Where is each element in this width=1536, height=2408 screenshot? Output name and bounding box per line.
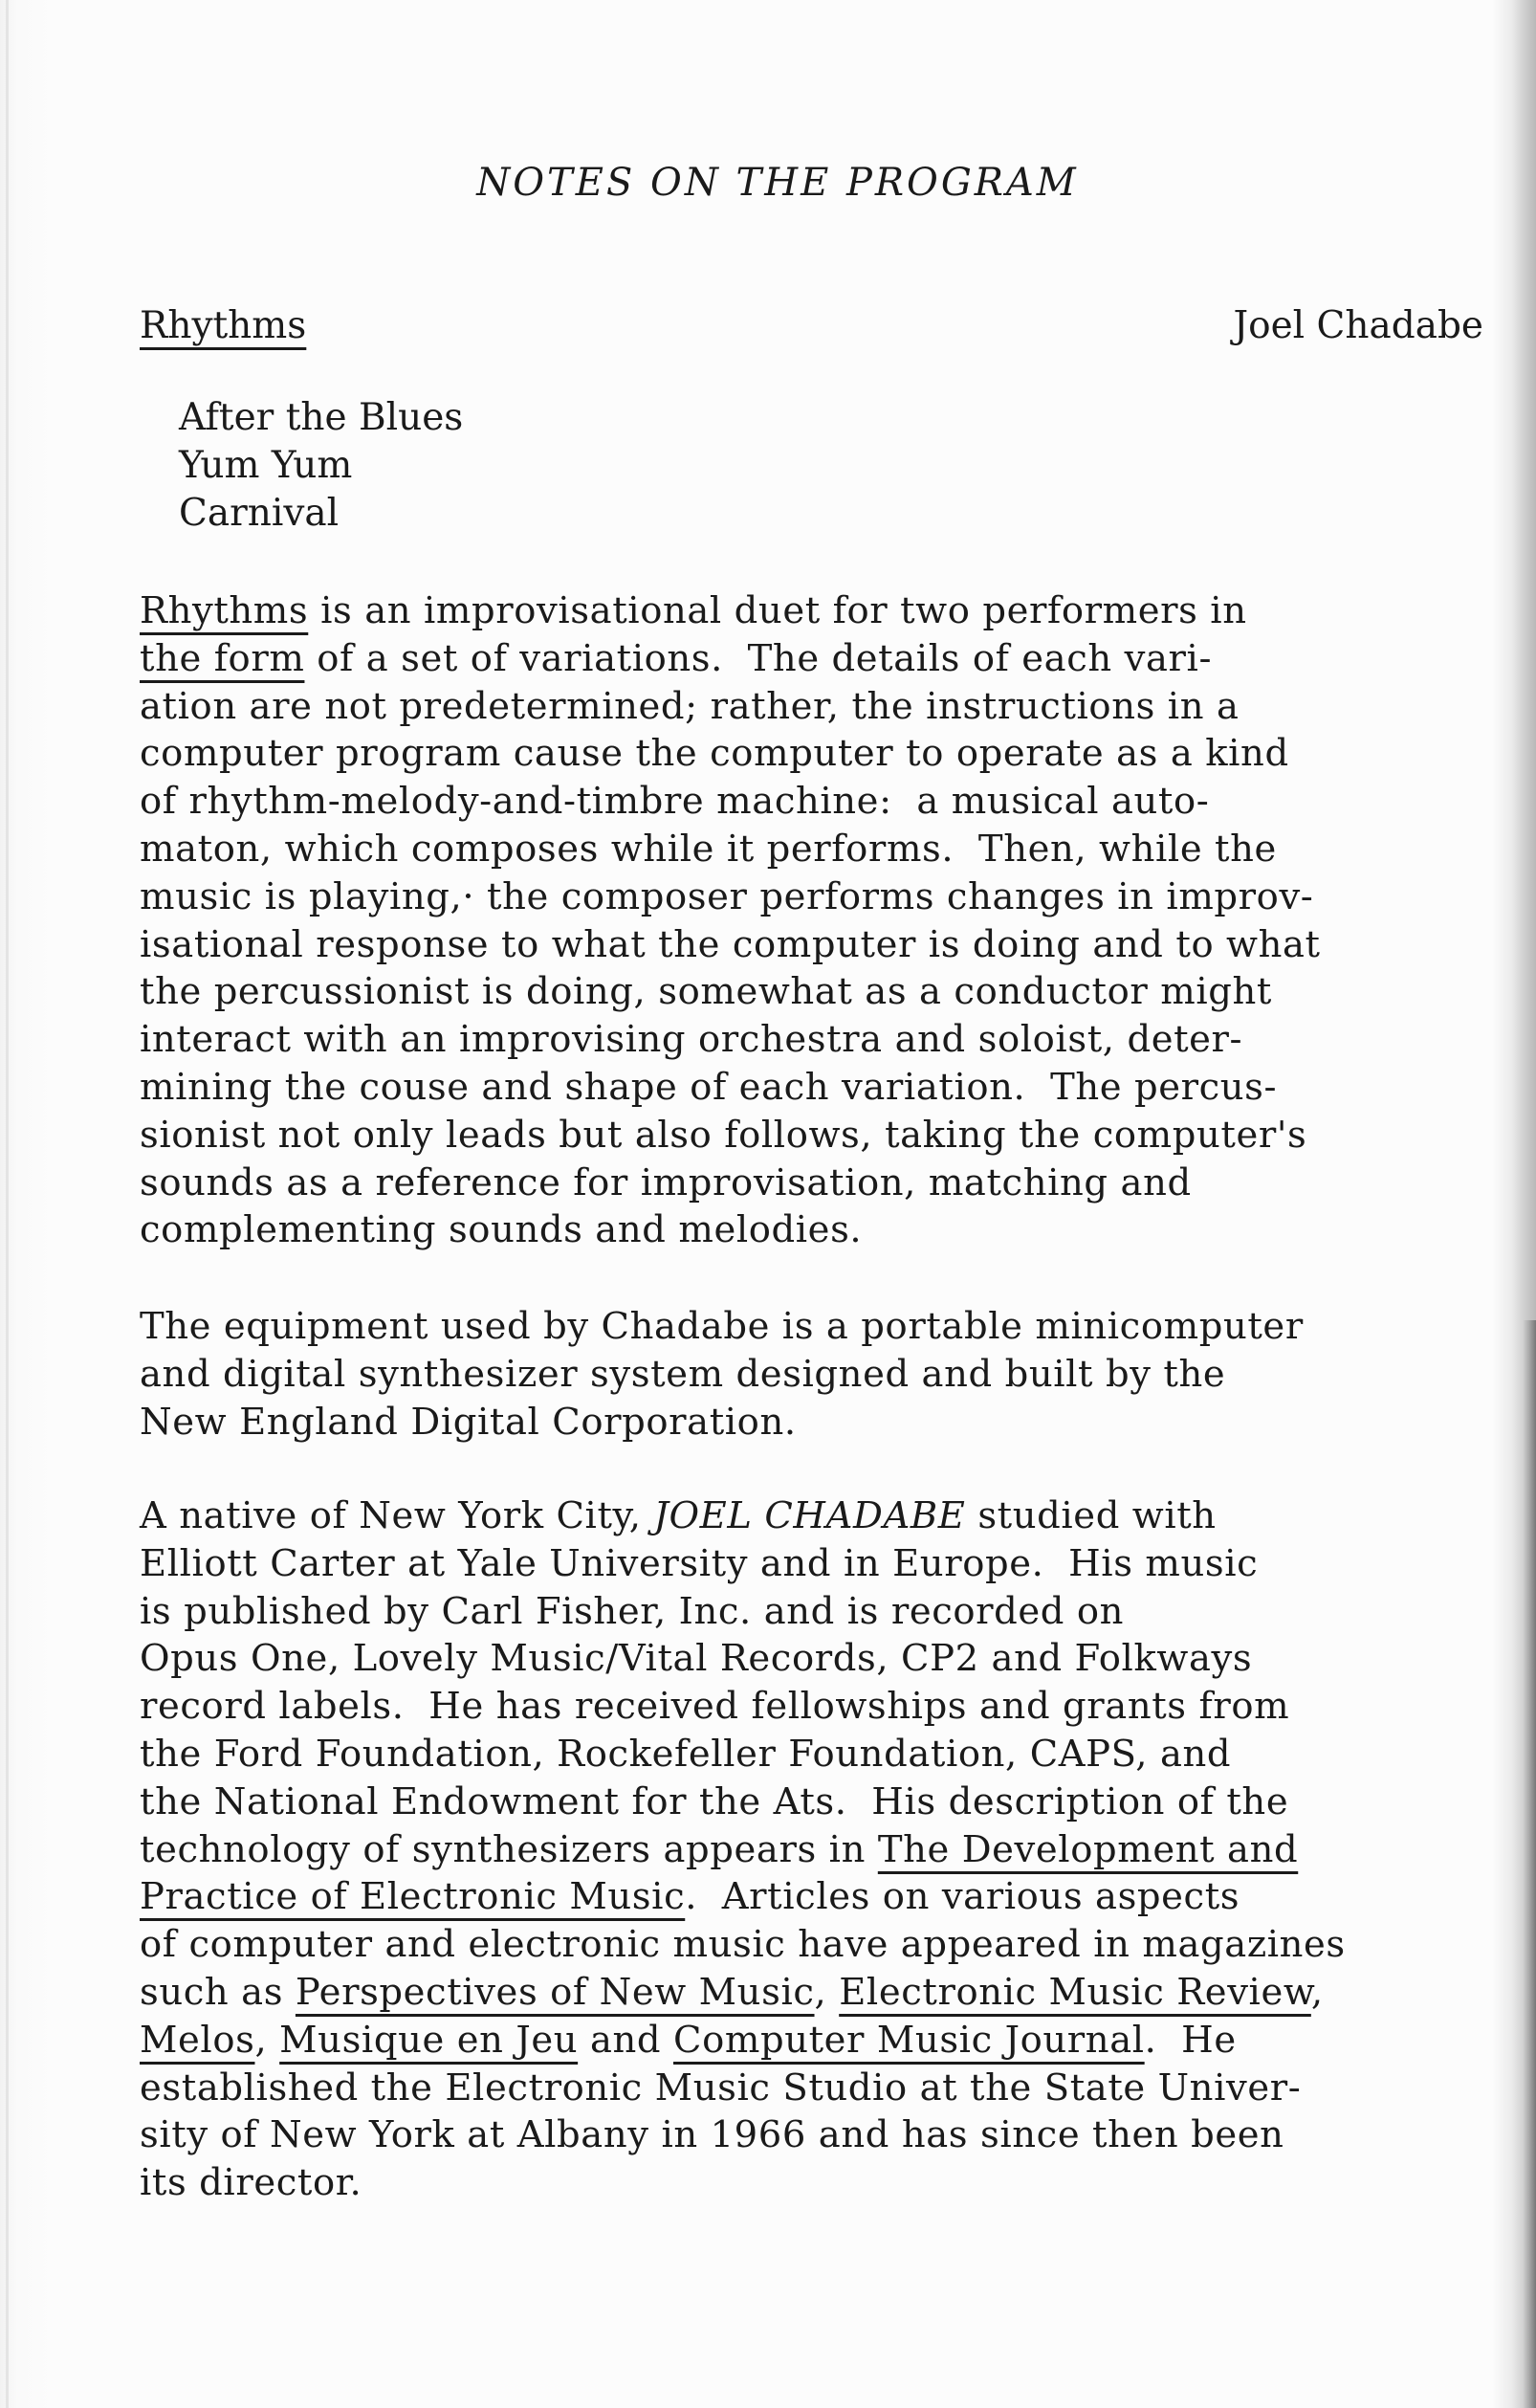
text-line bbox=[140, 1351, 1536, 1399]
text-line bbox=[140, 2111, 1536, 2159]
text-segment: interact with an improvising orchestra and soloist, deter- bbox=[140, 1018, 1243, 1062]
text-segment: and digital synthesizer system designed and built by the bbox=[140, 1352, 1226, 1396]
text-segment: Elliott Carter at Yale University and in Europe. His music bbox=[140, 1541, 1259, 1585]
text-segment: The equipment used by Chadabe is a portable minicomputer bbox=[140, 1305, 1304, 1348]
text-line bbox=[140, 1683, 1536, 1731]
paragraph-description bbox=[140, 587, 1536, 1254]
text-segment: Opus One, Lovely Music/Vital Records, CP2 and Folkways bbox=[140, 1637, 1253, 1681]
text-segment: and bbox=[578, 2018, 674, 2062]
text-segment: such as bbox=[140, 1970, 296, 2014]
composer-name: Joel Chadabe bbox=[1233, 304, 1483, 347]
underlined-title: The Development and bbox=[877, 1827, 1299, 1871]
text-line bbox=[140, 1635, 1536, 1683]
text-line bbox=[140, 2159, 1536, 2207]
text-line bbox=[140, 1778, 1536, 1826]
underlined-title: Melos bbox=[140, 2018, 255, 2062]
text-line bbox=[140, 1492, 1536, 1540]
text-segment: of rhythm-melody-and-timbre machine: a musical auto- bbox=[140, 780, 1210, 824]
text-segment: is published by Carl Fisher, Inc. and is recorded on bbox=[140, 1589, 1125, 1633]
text-line bbox=[140, 1921, 1536, 1969]
text-segment: . He bbox=[1144, 2018, 1237, 2062]
text-line bbox=[140, 2065, 1536, 2112]
text-segment: maton, which composes while it performs. Then, while the bbox=[140, 827, 1277, 871]
text-line bbox=[140, 778, 1536, 826]
text-segment: complementing sounds and melodies. bbox=[140, 1208, 863, 1252]
text-segment: record labels. He has received fellowships and grants from bbox=[140, 1685, 1290, 1729]
text-segment: isational response to what the computer is doing and to what bbox=[140, 922, 1321, 966]
text-line bbox=[140, 2017, 1536, 2065]
text-segment: studied with bbox=[965, 1494, 1217, 1537]
text-line bbox=[140, 635, 1536, 683]
underlined-title: Practice of Electronic Music bbox=[140, 1875, 686, 1919]
text-line bbox=[140, 1731, 1536, 1778]
text-line bbox=[140, 1160, 1536, 1207]
text-segment: the National Endowment for the Ats. His description of the bbox=[140, 1779, 1289, 1823]
text-segment: the percussionist is doing, somewhat as a conductor might bbox=[140, 970, 1272, 1014]
text-segment: the Ford Foundation, Rockefeller Foundation, CAPS, and bbox=[140, 1732, 1232, 1776]
piece-title: Rhythms bbox=[140, 304, 307, 347]
text-line bbox=[140, 968, 1536, 1016]
text-line bbox=[140, 1969, 1536, 2017]
text-line bbox=[140, 1064, 1536, 1112]
underlined-title: Rhythms bbox=[140, 589, 309, 632]
text-segment: sity of New York at Albany in 1966 and has since then been bbox=[140, 2113, 1284, 2157]
text-line bbox=[140, 1016, 1536, 1064]
text-segment: established the Electronic Music Studio at the State Univer- bbox=[140, 2066, 1302, 2110]
text-segment: sionist not only leads but also follows, taking the computer's bbox=[140, 1113, 1307, 1157]
text-line bbox=[140, 1112, 1536, 1160]
text-line bbox=[140, 921, 1536, 969]
text-segment: is an improvisational duet for two performers in bbox=[308, 589, 1247, 632]
underlined-title: Musique en Jeu bbox=[279, 2018, 579, 2062]
paragraph-biography bbox=[140, 1492, 1536, 2207]
text-segment: of a set of variations. The details of each vari- bbox=[304, 636, 1213, 680]
text-line bbox=[140, 587, 1536, 635]
text-segment: mining the couse and shape of each variation. The percus- bbox=[140, 1065, 1278, 1109]
text-segment: music is playing,· the composer performs changes in improv- bbox=[140, 874, 1314, 918]
movement-list bbox=[179, 394, 463, 538]
text-line bbox=[140, 873, 1536, 921]
text-line bbox=[140, 1540, 1536, 1588]
text-segment: sounds as a reference for improvisation, matching and bbox=[140, 1160, 1192, 1204]
text-line bbox=[140, 826, 1536, 873]
text-segment: . Articles on various aspects bbox=[685, 1875, 1240, 1919]
text-segment: , bbox=[814, 1970, 840, 2014]
paragraph-equipment bbox=[140, 1303, 1536, 1446]
underlined-title: Electronic Music Review bbox=[839, 1970, 1311, 2014]
underlined-title: the form bbox=[140, 636, 305, 680]
text-segment: technology of synthesizers appears in bbox=[140, 1827, 878, 1871]
movement-item: Carnival bbox=[179, 492, 340, 535]
text-line bbox=[140, 730, 1536, 778]
underlined-title: Perspectives of New Music bbox=[295, 1970, 815, 2014]
text-segment: of computer and electronic music have appeared in magazines bbox=[140, 1923, 1346, 1967]
page-left-edge bbox=[6, 0, 9, 2408]
text-segment: , bbox=[254, 2018, 280, 2062]
text-segment: , bbox=[1310, 1970, 1324, 2014]
text-line bbox=[140, 683, 1536, 731]
underlined-title: Computer Music Journal bbox=[673, 2018, 1145, 2062]
page-title: NOTES ON THE PROGRAM bbox=[476, 161, 1079, 205]
movement-item: Yum Yum bbox=[179, 444, 353, 487]
text-line bbox=[140, 1826, 1536, 1874]
text-line bbox=[140, 1588, 1536, 1636]
text-line bbox=[140, 1206, 1536, 1254]
text-segment: ation are not predetermined; rather, the instructions in a bbox=[140, 684, 1240, 728]
text-line bbox=[140, 1303, 1536, 1351]
text-line bbox=[140, 1873, 1536, 1921]
text-line bbox=[140, 1399, 1536, 1447]
text-segment: its director. bbox=[140, 2161, 362, 2205]
italic-name: JOEL CHADABE bbox=[653, 1494, 966, 1537]
text-segment: A native of New York City, bbox=[140, 1494, 654, 1537]
text-segment: computer program cause the computer to operate as a kind bbox=[140, 732, 1289, 776]
text-segment: New England Digital Corporation. bbox=[140, 1400, 797, 1444]
movement-item: After the Blues bbox=[179, 396, 464, 439]
